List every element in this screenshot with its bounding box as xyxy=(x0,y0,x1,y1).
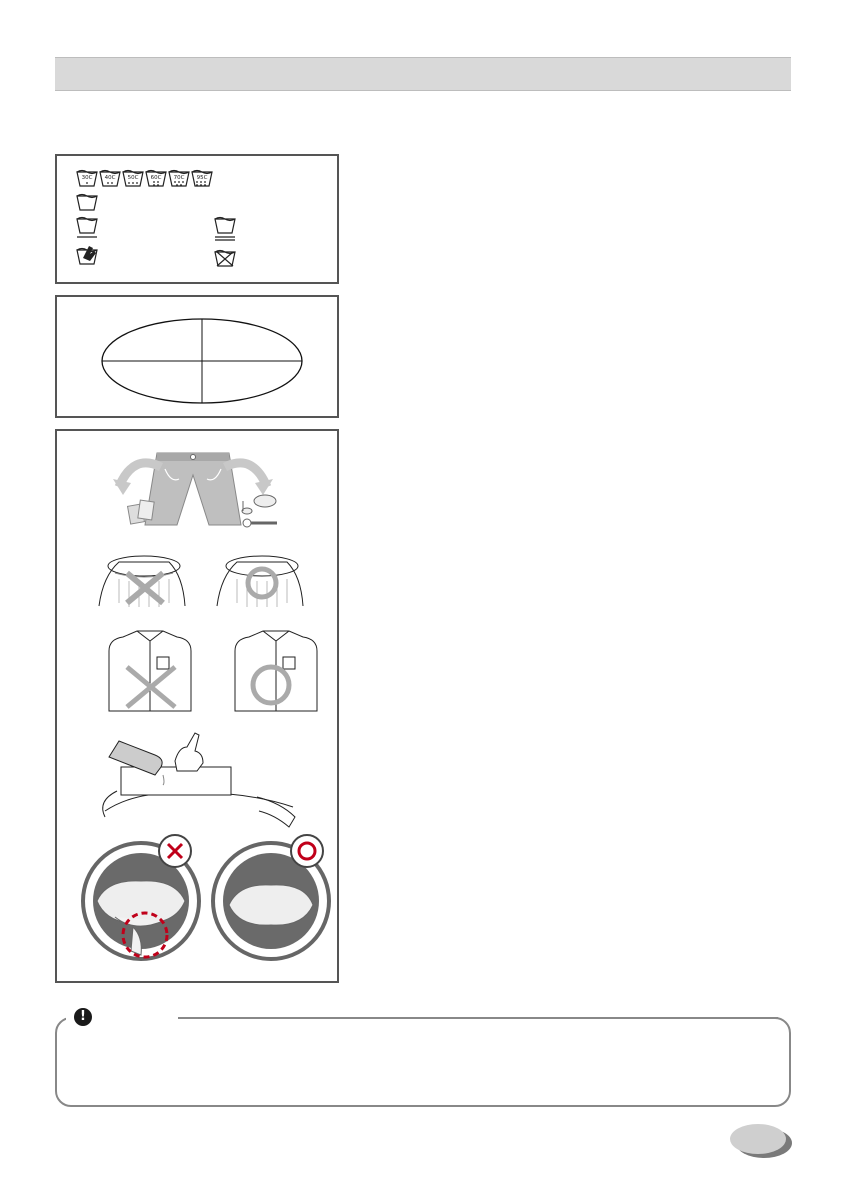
exclamation-icon: ! xyxy=(74,1008,92,1026)
care-symbols-panel xyxy=(55,154,339,284)
temp-label-30: 30C xyxy=(81,175,93,181)
tub-icon-delicate xyxy=(215,218,235,241)
section-header-bar xyxy=(55,57,791,91)
temp-label-95: 95C xyxy=(196,175,208,181)
preparation-illustrations-panel xyxy=(55,429,339,983)
caution-header xyxy=(66,1006,178,1028)
care-symbols-graphic xyxy=(57,156,337,282)
caution-box xyxy=(55,1017,791,1107)
empty-pockets-illustration xyxy=(113,453,277,527)
page-number-badge xyxy=(730,1121,792,1159)
do-not-wash-icon xyxy=(215,251,235,267)
hand-icon xyxy=(83,246,96,261)
drum-overloaded-illustration xyxy=(83,835,199,959)
tub-icon-gentle xyxy=(77,218,97,238)
temp-label-70: 70C xyxy=(173,175,185,181)
temp-label-40: 40C xyxy=(104,175,116,181)
temp-label-50: 50C xyxy=(127,175,139,181)
sorting-diagram-panel xyxy=(55,295,339,418)
preparation-illustrations-graphic xyxy=(57,431,337,981)
waistband-wrong-illustration xyxy=(99,556,185,607)
caution-rule xyxy=(178,1017,778,1019)
pretreat-stain-illustration xyxy=(103,733,295,827)
tub-icon-plain xyxy=(77,195,97,211)
drum-correct-illustration xyxy=(213,835,329,959)
shirt-wrong-illustration xyxy=(109,631,191,711)
sorting-diagram-graphic xyxy=(57,297,337,416)
shirt-right-illustration xyxy=(235,631,317,711)
waistband-right-illustration xyxy=(217,556,303,607)
temp-label-60: 60C xyxy=(150,175,162,181)
